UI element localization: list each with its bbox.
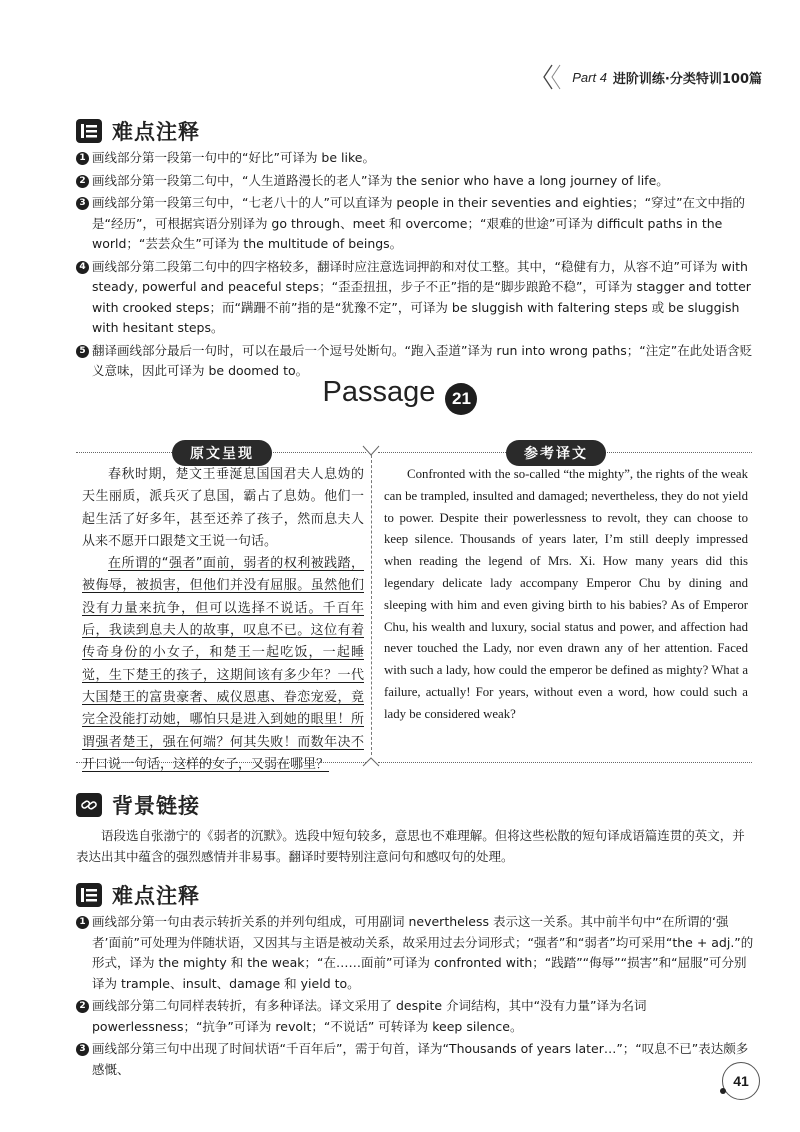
note-item (76, 171, 756, 192)
original-paragraph-2: 在所谓的“强者”面前，弱者的权利被践踏，被侮辱，被损害，但他们并没有屈服。虽然他们没有力量来抗争，但可以选择不说话。千百年后，我读到息夫人的故事，叹息不已。这位有着传奇身份的小女子，和楚王一起吃饭，一起睡觉，生下楚王的孩子，这期间该有多少年？一代大国楚王的富贵豪奢、威仪恩惠、眷恋宠爱，竟完全没能打动她，哪怕只是进入到她的眼里！所谓强者楚王，强在何端？何其失败！而数年决不开口说一句话，这样的女子，又弱在哪里？ (82, 556, 364, 772)
note-item (76, 1039, 756, 1080)
note-text: 画线部分第一段第二句中，“人生道路漫长的老人”译为 the senior who have a long journey of life。 (92, 172, 669, 188)
note-item (76, 912, 756, 994)
original-paragraph-1: 春秋时期，楚文王垂涎息国国君夫人息妫的天生丽质，派兵灭了息国，霸占了息妫。他们一起生活了好多年，甚至还养了孩子，然而息夫人从来不愿开口跟楚文王说一句话。 (82, 467, 364, 549)
note-item (76, 193, 756, 255)
bottom-divider-right (378, 762, 752, 763)
note-number: 1 (76, 152, 89, 165)
note-item (76, 148, 756, 169)
note-number: 2 (76, 1000, 89, 1013)
note-text: 画线部分第三句中出现了时间状语“千百年后”，需于句首，译为“Thousands of years later…”；“叹息不已”表达颇多感慨、 (92, 1041, 749, 1077)
running-header-title: 进阶训练·分类特训100篇 (612, 71, 762, 87)
section-title: 难点注释 (112, 120, 200, 144)
note-item (76, 257, 756, 339)
note-number: 3 (76, 197, 89, 210)
original-text (82, 464, 364, 776)
passage-label: Passage (322, 376, 436, 408)
bottom-divider-left (76, 762, 366, 763)
section-heading-notes-bottom (76, 880, 200, 910)
notes-list-top (76, 148, 756, 384)
note-number: 4 (76, 261, 89, 274)
translation-tab: 参考译文 (506, 440, 606, 466)
section-heading-background (76, 790, 200, 820)
link-icon (76, 793, 102, 817)
note-number: 2 (76, 175, 89, 188)
page-number: 41 (722, 1062, 760, 1100)
passage-number-badge: 21 (445, 383, 477, 415)
arrow-up-icon (361, 756, 381, 768)
section-title: 背景链接 (112, 794, 200, 818)
note-text: 画线部分第一段第一句中的“好比”可译为 be like。 (92, 150, 375, 165)
notes-icon (76, 883, 102, 907)
running-header-part: Part 4 (572, 69, 607, 85)
note-text: 画线部分第一段第三句中，“七老八十的人”可以直译为 people in their seventies and eighties；“穿过”在文中指的是“经历”，可根据宾语分别译为 go through、meet 和 overcome；“艰难的世途”可译为 difficult paths in the world；“芸芸众生”可译为 the multitude of beings。 (92, 195, 746, 251)
note-text: 画线部分第二句同样表转折，有多种译法。译文采用了 despite 介词结构，其中“没有力量”译为名词 powerlessness；“抗争”可译为 revolt；“不说话” 可转译为 keep silence。 (92, 998, 647, 1034)
section-title: 难点注释 (112, 884, 200, 908)
note-number: 3 (76, 1043, 89, 1056)
original-text-tab: 原文呈现 (172, 440, 272, 466)
passage-title (0, 376, 800, 415)
chevron-ornament-icon (540, 62, 566, 92)
translation-paragraph: Confronted with the so-called “the mighty”, the rights of the weak can be trampled, insulted and damaged; nevertheless, they do not yield to power. Despite their powerlessness to revolt, they can choose to keep silence. Thousands of years later, I’m still deeply impressed when reading the legend of Mrs. Xi. How many years did this legendary delicate lady accompany Emperor Chu by dining and sleeping with him and even giving birth to his babies? As of Emperor Chu, his wealth and luxury, social status and power, and affection had never touched the Lady, nor even drawn any of her attention. Faced with such a lady, how could the emperor be defined as mighty? What a failure, actually! For years, without even a word, how could such a lady be considered weak? (384, 467, 748, 721)
column-separator (371, 455, 372, 755)
translation-text (384, 464, 748, 726)
note-number: 1 (76, 916, 89, 929)
notes-list-bottom (76, 912, 756, 1082)
notes-icon (76, 119, 102, 143)
note-item (76, 996, 756, 1037)
background-text: 语段选自张渤宁的《弱者的沉默》。选段中短句较多，意思也不难理解。但将这些松散的短句译成语篇连贯的英文，并表达出其中蕴含的强烈感情并非易事。翻译时要特别注意问句和感叹句的处理。 (76, 828, 745, 864)
note-number: 5 (76, 345, 89, 358)
note-text: 画线部分第一句由表示转折关系的并列句组成，可用副词 nevertheless 表示这一关系。其中前半句中“在所谓的‘强者’面前”可处理为伴随状语，又因其与主语是被动关系，故采用过去分词形式；“强者”和“弱者”均可采用“the + adj.”的形式，译为 the mighty 和 the weak；“在……面前”可译为 confronted with；“践踏”“侮辱”“损害”和“屈服”可分别译为 trample、insult、damage 和 yield to。 (92, 914, 754, 991)
note-text: 画线部分第二段第二句中的四字格较多，翻译时应注意选词押韵和对仗工整。其中，“稳健有力，从容不迫”可译为 with steady, powerful and peaceful steps；“歪歪扭扭，步子不正”指的是“脚步踉跄不稳”，可译为 stagger and totter with crooked steps；而“蹒跚不前”指的是“犹豫不定”，可译为 be sluggish with faltering steps 或 be sluggish with hesitant steps。 (92, 258, 751, 335)
note-text: 翻译画线部分最后一句时，可以在最后一个逗号处断句。“跑入歪道”译为 run into wrong paths；“注定”在此处语含贬义意味，因此可译为 be doomed to。 (92, 342, 753, 378)
running-header (540, 62, 762, 92)
section-heading-notes-top (76, 116, 200, 146)
